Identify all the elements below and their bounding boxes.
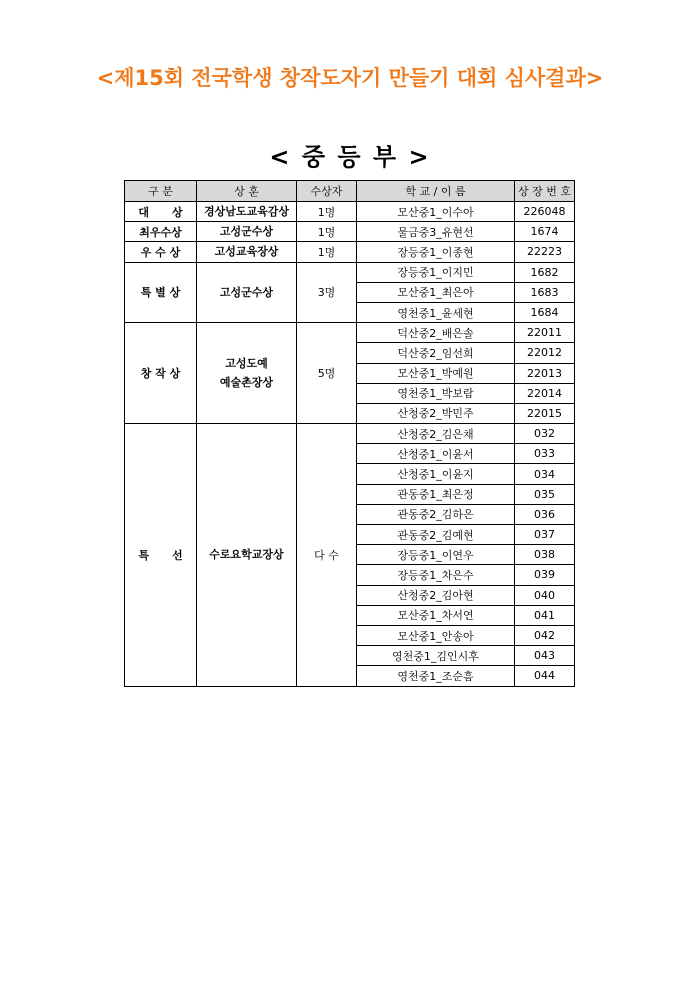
table-row bbox=[125, 424, 575, 444]
school-name: 관동중2_김예현 bbox=[357, 525, 515, 545]
winner-count: 1명 bbox=[297, 202, 357, 222]
cert-number: 226048 bbox=[515, 202, 575, 222]
cert-number: 035 bbox=[515, 484, 575, 504]
cert-number: 22011 bbox=[515, 323, 575, 343]
section-subtitle: < 중 등 부 > bbox=[269, 143, 431, 171]
award-title: 경상남도교육감상 bbox=[197, 202, 297, 222]
winner-count: 1명 bbox=[297, 242, 357, 262]
school-name: 관동중2_김하은 bbox=[357, 504, 515, 524]
school-name: 산청중1_이윤지 bbox=[357, 464, 515, 484]
school-name: 장등중1_차은수 bbox=[357, 565, 515, 585]
school-name: 장등중1_이연우 bbox=[357, 545, 515, 565]
cert-number: 22013 bbox=[515, 363, 575, 383]
header-school-name: 학 교 / 이 름 bbox=[357, 181, 515, 202]
results-table bbox=[124, 180, 575, 687]
cert-number: 040 bbox=[515, 585, 575, 605]
cert-number: 22012 bbox=[515, 343, 575, 363]
cert-number: 032 bbox=[515, 424, 575, 444]
school-name: 장등중1_이종현 bbox=[357, 242, 515, 262]
cert-number: 22014 bbox=[515, 383, 575, 403]
cert-number: 1682 bbox=[515, 262, 575, 282]
school-name: 덕산중2_배은솔 bbox=[357, 323, 515, 343]
cert-number: 044 bbox=[515, 666, 575, 686]
school-name: 모산중1_안송아 bbox=[357, 625, 515, 645]
cert-number: 22015 bbox=[515, 403, 575, 423]
header-count: 수상자 bbox=[297, 181, 357, 202]
school-name: 영천중1_김인시후 bbox=[357, 646, 515, 666]
document-title: <제15회 전국학생 창작도자기 만들기 대회 심사결과> bbox=[96, 66, 604, 90]
header-cert-number: 상 장 번 호 bbox=[515, 181, 575, 202]
table-header-row bbox=[125, 181, 575, 202]
cert-number: 036 bbox=[515, 504, 575, 524]
school-name: 물금중3_유현선 bbox=[357, 222, 515, 242]
award-category: 대 상 bbox=[125, 202, 197, 222]
school-name: 영천중1_윤세현 bbox=[357, 302, 515, 322]
table-row bbox=[125, 323, 575, 343]
school-name: 산청중2_김아현 bbox=[357, 585, 515, 605]
cert-number: 1674 bbox=[515, 222, 575, 242]
award-category: 우 수 상 bbox=[125, 242, 197, 262]
cert-number: 22223 bbox=[515, 242, 575, 262]
header-category: 구 분 bbox=[125, 181, 197, 202]
award-category: 특 선 bbox=[125, 424, 197, 686]
cert-number: 033 bbox=[515, 444, 575, 464]
school-name: 산청중1_이윤서 bbox=[357, 444, 515, 464]
award-title: 고성군수상 bbox=[197, 222, 297, 242]
cert-number: 034 bbox=[515, 464, 575, 484]
table-row bbox=[125, 262, 575, 282]
school-name: 모산중1_차서연 bbox=[357, 605, 515, 625]
school-name: 관동중1_최은정 bbox=[357, 484, 515, 504]
cert-number: 1683 bbox=[515, 282, 575, 302]
table-row bbox=[125, 242, 575, 262]
winner-count: 1명 bbox=[297, 222, 357, 242]
results-body bbox=[125, 202, 575, 687]
table-row bbox=[125, 202, 575, 222]
cert-number: 039 bbox=[515, 565, 575, 585]
school-name: 산청중2_박민주 bbox=[357, 403, 515, 423]
winner-count: 다 수 bbox=[297, 424, 357, 686]
school-name: 영천중1_조순흠 bbox=[357, 666, 515, 686]
cert-number: 042 bbox=[515, 625, 575, 645]
header-award: 상 훈 bbox=[197, 181, 297, 202]
school-name: 모산중1_이수아 bbox=[357, 202, 515, 222]
award-category: 최우수상 bbox=[125, 222, 197, 242]
school-name: 영천중1_박보람 bbox=[357, 383, 515, 403]
school-name: 산청중2_김은채 bbox=[357, 424, 515, 444]
award-title: 수로요학교장상 bbox=[197, 424, 297, 686]
school-name: 덕산중2_임선희 bbox=[357, 343, 515, 363]
award-category: 창 작 상 bbox=[125, 323, 197, 424]
winner-count: 3명 bbox=[297, 262, 357, 323]
award-title: 고성교육장상 bbox=[197, 242, 297, 262]
award-category: 특 별 상 bbox=[125, 262, 197, 323]
school-name: 모산중1_박예원 bbox=[357, 363, 515, 383]
school-name: 장등중1_이지민 bbox=[357, 262, 515, 282]
cert-number: 041 bbox=[515, 605, 575, 625]
cert-number: 1684 bbox=[515, 302, 575, 322]
cert-number: 043 bbox=[515, 646, 575, 666]
cert-number: 037 bbox=[515, 525, 575, 545]
award-title: 고성도예 예술촌장상 bbox=[197, 323, 297, 424]
table-row bbox=[125, 222, 575, 242]
award-title: 고성군수상 bbox=[197, 262, 297, 323]
cert-number: 038 bbox=[515, 545, 575, 565]
winner-count: 5명 bbox=[297, 323, 357, 424]
school-name: 모산중1_최은아 bbox=[357, 282, 515, 302]
